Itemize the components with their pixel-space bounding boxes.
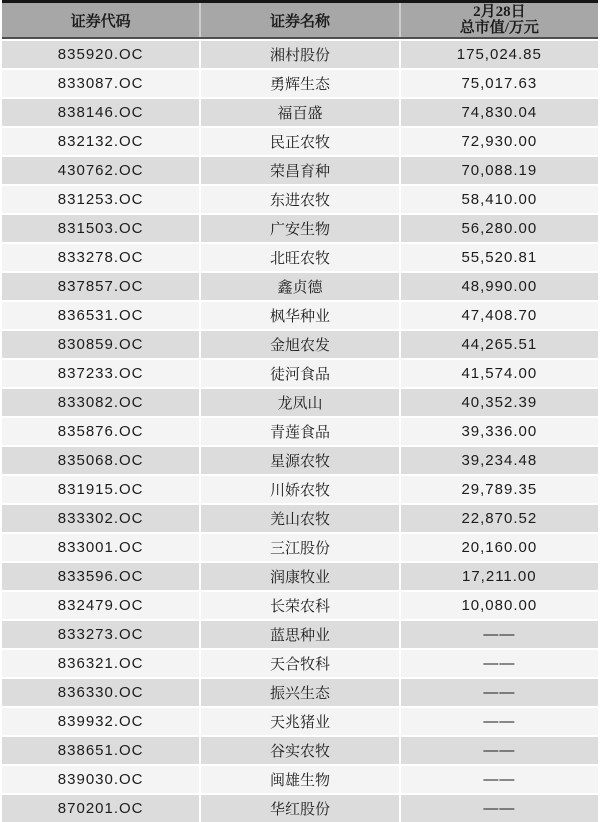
table-row (2, 271, 598, 300)
cell-security-code: 833082.OC (57, 394, 144, 411)
table-row (2, 39, 598, 68)
cell-market-cap: 58,410.00 (399, 186, 598, 213)
table-row (2, 735, 598, 764)
cell-security-code: 835876.OC (57, 423, 144, 440)
cell-security-name: 天合牧科 (199, 650, 398, 677)
table-row (2, 677, 598, 706)
cell-market-cap: —— (399, 679, 598, 706)
cell-security-code: 836531.OC (57, 307, 144, 324)
cell-security-code: 837857.OC (57, 278, 144, 295)
table-row (2, 68, 598, 97)
table-row (2, 648, 598, 677)
cell-security-name: 振兴生态 (199, 679, 398, 706)
table-body (2, 39, 598, 822)
table-row (2, 590, 598, 619)
cell-security-code: 833278.OC (57, 249, 144, 266)
cell-security-name: 荣昌育种 (199, 157, 398, 184)
cell-security-code: 831503.OC (57, 220, 144, 237)
cell-market-cap: 22,870.52 (399, 505, 598, 532)
cell-market-cap: —— (399, 737, 598, 764)
cell-security-name: 龙凤山 (199, 389, 398, 416)
table-row (2, 474, 598, 503)
table-row (2, 213, 598, 242)
cell-security-code: 833302.OC (57, 510, 144, 527)
cell-market-cap: 47,408.70 (399, 302, 598, 329)
cell-market-cap: 29,789.35 (399, 476, 598, 503)
cell-security-name: 星源农牧 (199, 447, 398, 474)
cell-market-cap: 48,990.00 (399, 273, 598, 300)
table-row (2, 97, 598, 126)
cell-market-cap: 175,024.85 (399, 41, 598, 68)
table-header (2, 0, 598, 39)
cell-security-code: 870201.OC (57, 800, 144, 817)
cell-security-code: 839932.OC (57, 713, 144, 730)
table-row (2, 184, 598, 213)
cell-market-cap: 72,930.00 (399, 128, 598, 155)
cell-security-name: 青莲食品 (199, 418, 398, 445)
cell-security-name: 福百盛 (199, 99, 398, 126)
cell-security-name: 东进农牧 (199, 186, 398, 213)
table-row (2, 503, 598, 532)
cell-market-cap: 20,160.00 (399, 534, 598, 561)
cell-security-name: 湘村股份 (199, 41, 398, 68)
table-row (2, 764, 598, 793)
cell-security-name: 谷实农牧 (199, 737, 398, 764)
cell-security-name: 长荣农科 (199, 592, 398, 619)
cell-security-name: 川娇农牧 (199, 476, 398, 503)
cell-market-cap: 10,080.00 (399, 592, 598, 619)
cell-market-cap: —— (399, 708, 598, 735)
cell-security-name: 民正农牧 (199, 128, 398, 155)
cell-security-name: 三江股份 (199, 534, 398, 561)
cell-market-cap: 70,088.19 (399, 157, 598, 184)
table-row (2, 416, 598, 445)
cell-security-name: 枫华种业 (199, 302, 398, 329)
cell-security-code: 835920.OC (57, 46, 144, 63)
cell-security-code: 836330.OC (57, 684, 144, 701)
table-row (2, 619, 598, 648)
cell-security-name: 闽雄生物 (199, 766, 398, 793)
cell-market-cap: 17,211.00 (399, 563, 598, 590)
cell-market-cap: —— (399, 650, 598, 677)
cell-market-cap: 39,234.48 (399, 447, 598, 474)
table-row (2, 561, 598, 590)
cell-security-code: 836321.OC (57, 655, 144, 672)
cell-market-cap: 75,017.63 (399, 70, 598, 97)
table-row (2, 358, 598, 387)
cell-security-name: 北旺农牧 (199, 244, 398, 271)
cell-market-cap: 40,352.39 (399, 389, 598, 416)
header-security-name: 证券名称 (199, 3, 398, 37)
cell-security-code: 832132.OC (57, 133, 144, 150)
table-row (2, 329, 598, 358)
cell-market-cap: 55,520.81 (399, 244, 598, 271)
cell-market-cap: 44,265.51 (399, 331, 598, 358)
cell-security-code: 833273.OC (57, 626, 144, 643)
cell-security-name: 勇辉生态 (199, 70, 398, 97)
header-market-cap-date: 2月28日 (473, 4, 526, 20)
cell-security-code: 838146.OC (57, 104, 144, 121)
cell-market-cap: 56,280.00 (399, 215, 598, 242)
table-row (2, 155, 598, 184)
cell-market-cap: —— (399, 795, 598, 822)
table-row (2, 445, 598, 474)
cell-security-name: 广安生物 (199, 215, 398, 242)
cell-market-cap: 74,830.04 (399, 99, 598, 126)
cell-security-code: 832479.OC (57, 597, 144, 614)
table-row (2, 532, 598, 561)
cell-security-code: 833087.OC (57, 75, 144, 92)
cell-security-name: 华红股份 (199, 795, 398, 822)
header-market-cap-unit: 总市值/万元 (459, 20, 539, 36)
cell-security-code: 831915.OC (57, 481, 144, 498)
cell-security-code: 430762.OC (57, 162, 144, 179)
cell-security-name: 天兆猪业 (199, 708, 398, 735)
table-row (2, 387, 598, 416)
cell-market-cap: —— (399, 621, 598, 648)
table-row (2, 242, 598, 271)
table-row (2, 126, 598, 155)
cell-market-cap: 41,574.00 (399, 360, 598, 387)
cell-security-name: 蓝思种业 (199, 621, 398, 648)
cell-security-code: 831253.OC (57, 191, 144, 208)
cell-security-name: 润康牧业 (199, 563, 398, 590)
cell-security-code: 833001.OC (57, 539, 144, 556)
cell-security-name: 鑫贞德 (199, 273, 398, 300)
table-row (2, 300, 598, 329)
cell-security-code: 838651.OC (57, 742, 144, 759)
table-row (2, 706, 598, 735)
table-row (2, 793, 598, 822)
cell-security-code: 830859.OC (57, 336, 144, 353)
cell-security-code: 837233.OC (57, 365, 144, 382)
header-market-cap (399, 3, 598, 37)
cell-market-cap: 39,336.00 (399, 418, 598, 445)
cell-security-name: 金旭农发 (199, 331, 398, 358)
cell-market-cap: —— (399, 766, 598, 793)
header-security-code: 证券代码 (70, 13, 131, 30)
cell-security-code: 835068.OC (57, 452, 144, 469)
cell-security-name: 徒河食品 (199, 360, 398, 387)
cell-security-code: 839030.OC (57, 771, 144, 788)
cell-security-name: 羌山农牧 (199, 505, 398, 532)
cell-security-code: 833596.OC (57, 568, 144, 585)
